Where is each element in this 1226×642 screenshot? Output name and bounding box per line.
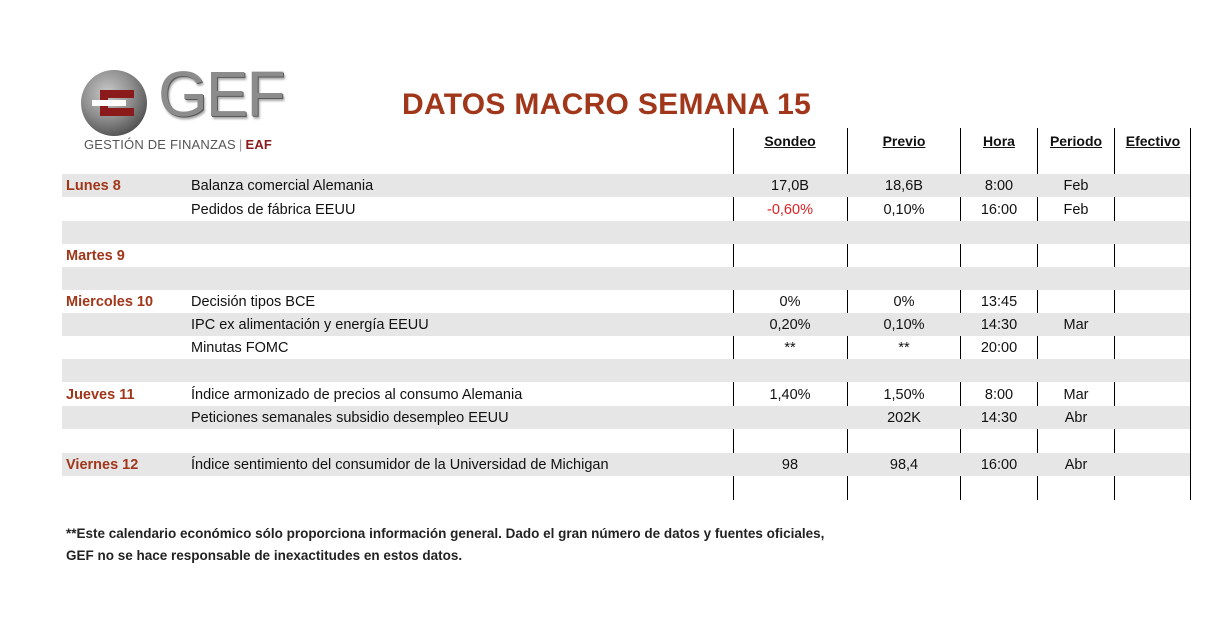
day-label: Jueves 11 [66,387,135,403]
previo-value: 0,10% [883,202,925,218]
table-row [62,290,1190,313]
day-label: Lunes 8 [66,178,121,194]
gef-emblem-icon [78,68,154,138]
sondeo-value: 98 [781,457,799,473]
sondeo-value [734,476,846,499]
logo-wordmark: GEF [158,58,284,130]
table-row [62,313,1190,336]
previo-value [848,476,960,499]
periodo-value: Abr [1064,457,1088,473]
previo-value [848,221,960,244]
hora-value: 16:00 [980,202,1018,218]
event-description: Pedidos de fábrica EEUU [191,202,356,218]
disclaimer-footnote [66,523,824,567]
hora-value: 14:30 [980,410,1018,426]
hora-value [961,429,1037,452]
column-header-efectivo: Efectivo [1125,133,1181,149]
periodo-value [1038,244,1114,267]
hora-value: 8:00 [984,178,1014,194]
hora-value [961,244,1037,267]
sondeo-value [734,221,846,244]
hora-value: 16:00 [980,457,1018,473]
hora-value [961,221,1037,244]
event-description: Minutas FOMC [191,340,289,356]
table-row [62,336,1190,359]
hora-value: 14:30 [980,317,1018,333]
previo-value [848,359,960,382]
day-label: Miercoles 10 [66,294,154,310]
column-divider [1190,128,1191,500]
sondeo-value [734,429,846,452]
periodo-value: Mar [1063,387,1089,403]
table-row [62,476,1190,499]
previo-value: 0,10% [883,317,925,333]
sondeo-value [734,244,846,267]
hora-value: 20:00 [980,340,1018,356]
previo-value [848,267,960,290]
periodo-value: Feb [1063,178,1089,194]
event-description: Balanza comercial Alemania [191,178,374,194]
gef-logo [78,58,288,152]
column-header-previo: Previo [882,133,926,149]
column-header-periodo: Periodo [1049,133,1103,149]
logo-subtitle: GESTIÓN DE FINANZAS | EAF [84,137,273,152]
periodo-value [1038,429,1114,452]
previo-value [848,244,960,267]
sondeo-value: -0,60% [767,202,813,218]
event-description: Índice sentimiento del consumidor de la Universidad de Michigan [191,457,609,473]
disclaimer-line: GEF no se hace responsable de inexactitudes en estos datos. [66,548,463,563]
previo-value [848,429,960,452]
table-row [62,244,1190,267]
periodo-value: Feb [1063,202,1089,218]
day-label: Martes 9 [66,248,125,264]
sondeo-value: 0% [779,294,801,310]
previo-value: 98,4 [889,457,919,473]
page-title: DATOS MACRO SEMANA 15 [402,88,812,121]
table-row [62,453,1190,476]
previo-value: 1,50% [883,387,925,403]
event-description: Peticiones semanales subsidio desempleo EEUU [191,410,509,426]
event-description: Índice armonizado de precios al consumo Alemania [191,387,523,403]
table-row [62,198,1190,221]
hora-value [961,476,1037,499]
periodo-value [1038,359,1114,382]
hora-value [961,359,1037,382]
previo-value: 202K [887,410,921,426]
table-row [62,174,1190,197]
eaf-badge: EAF [245,137,273,152]
column-header-sondeo: Sondeo [764,133,816,149]
sondeo-value: 1,40% [769,387,811,403]
sondeo-value [734,406,846,429]
previo-value: 0% [893,294,915,310]
hora-value: 8:00 [984,387,1014,403]
day-label: Viernes 12 [66,457,139,473]
sondeo-value [734,359,846,382]
table-row [62,359,1190,382]
disclaimer-line: **Este calendario económico sólo proporciona información general. Dado el gran número de datos y fuentes oficiales, [66,526,825,541]
hora-value: 13:45 [980,294,1018,310]
table-row [62,221,1190,244]
periodo-value [1038,476,1114,499]
sondeo-value: 17,0B [771,178,809,194]
periodo-value [1038,267,1114,290]
table-row [62,267,1190,290]
event-description: Decisión tipos BCE [191,294,316,310]
table-row [62,429,1190,452]
periodo-value [1038,290,1114,313]
previo-value: ** [898,340,910,356]
sondeo-value: 0,20% [769,317,811,333]
table-row [62,383,1190,406]
periodo-value [1038,221,1114,244]
table-row [62,406,1190,429]
hora-value [961,267,1037,290]
sondeo-value [734,267,846,290]
periodo-value: Mar [1063,317,1089,333]
periodo-value: Abr [1064,410,1088,426]
column-header-hora: Hora [983,133,1015,149]
previo-value: 18,6B [885,178,923,194]
sondeo-value: ** [784,340,796,356]
periodo-value [1038,336,1114,359]
event-description: IPC ex alimentación y energía EEUU [191,317,429,333]
